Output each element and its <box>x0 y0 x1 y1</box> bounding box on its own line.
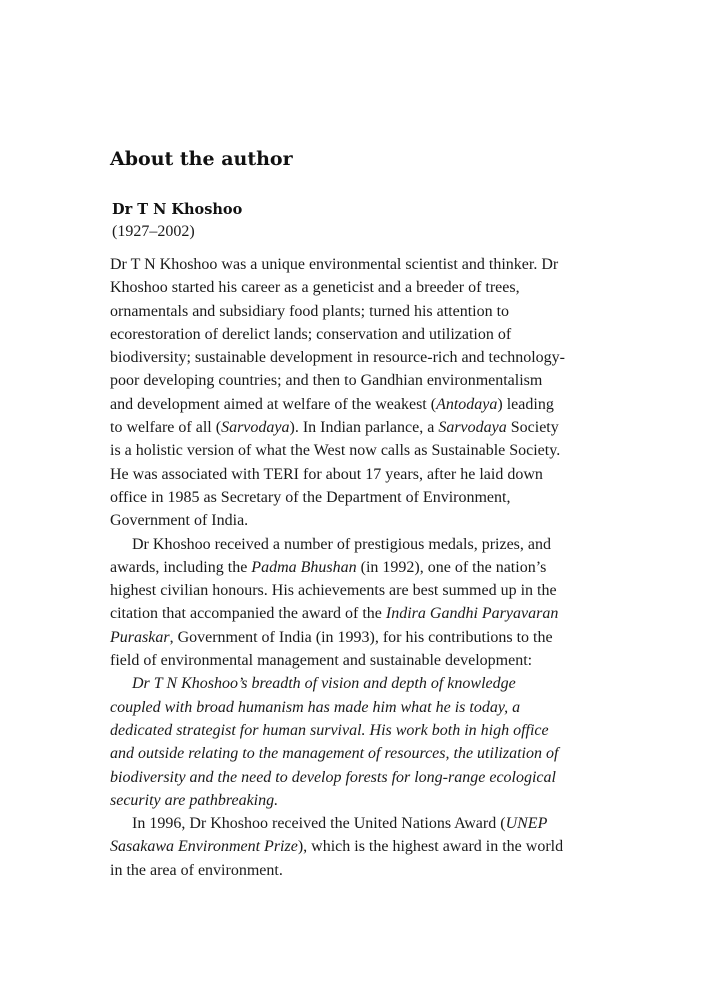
text-run: ), which is the highest award in the world in the area of environment. <box>110 838 564 879</box>
biography-text <box>110 253 565 882</box>
paragraph-awards <box>110 533 565 673</box>
text-run: ). In Indian parlance, a <box>289 419 439 437</box>
page-heading: About the author <box>110 148 293 170</box>
paragraph-un-award <box>110 812 565 882</box>
citation-quote: Dr T N Khoshoo’s breadth of vision and depth of knowledge coupled with broad humanism has made him what he is today, a dedicated strategist for human survival. His work both in high office and outside relating to the management of resources, the utilization of biodiversity and the need to develop forests for long-range ecological security are pathbreaking. <box>110 675 559 809</box>
text-run: ) leading to welfare of all ( <box>110 395 554 437</box>
author-years: (1927–2002) <box>112 223 195 240</box>
author-name: Dr T N Khoshoo <box>112 201 243 218</box>
italic-term: Indira Gandhi Paryavaran Puraskar <box>110 605 559 646</box>
text-run: , Government of India (in 1993), for his contributions to the field of environmental management and sustainable development: <box>110 628 553 670</box>
text-run: Society is a holistic version of what the West now calls as Sustainable Society. He was associated with TERI for about 17 years, after he laid down office in 1985 as Secretary of the Department of Environment, Government of India. <box>110 419 561 530</box>
italic-term: UNEP Sasakawa Environment Prize <box>110 815 548 856</box>
italic-term: Padma Bhushan <box>251 558 357 576</box>
paragraph-intro <box>110 253 565 533</box>
italic-term: Sarvodaya <box>221 419 290 437</box>
text-run: Dr T N Khoshoo was a unique environmental scientist and thinker. Dr Khoshoo started his career as a geneticist and a breeder of trees, ornamentals and subsidiary food plants; turned his attention to ecorestoration of derelict lands; conservation and utilization of biodiversity; sustainable development in resource-rich and technology-poor developing countries; and then to Gandhian environmentalism and development aimed at welfare of the weakest ( <box>110 256 565 413</box>
text-run: In 1996, Dr Khoshoo received the United Nations Award ( <box>132 815 506 833</box>
text-run: Dr Khoshoo received a number of prestigious medals, prizes, and awards, including the <box>110 535 551 576</box>
italic-term: Sarvodaya <box>438 419 507 437</box>
italic-term: Antodaya <box>436 395 498 413</box>
text-run: (in 1992), one of the nation’s highest civilian honours. His achievements are best summed up in the citation that accompanied the award of the <box>110 558 557 623</box>
